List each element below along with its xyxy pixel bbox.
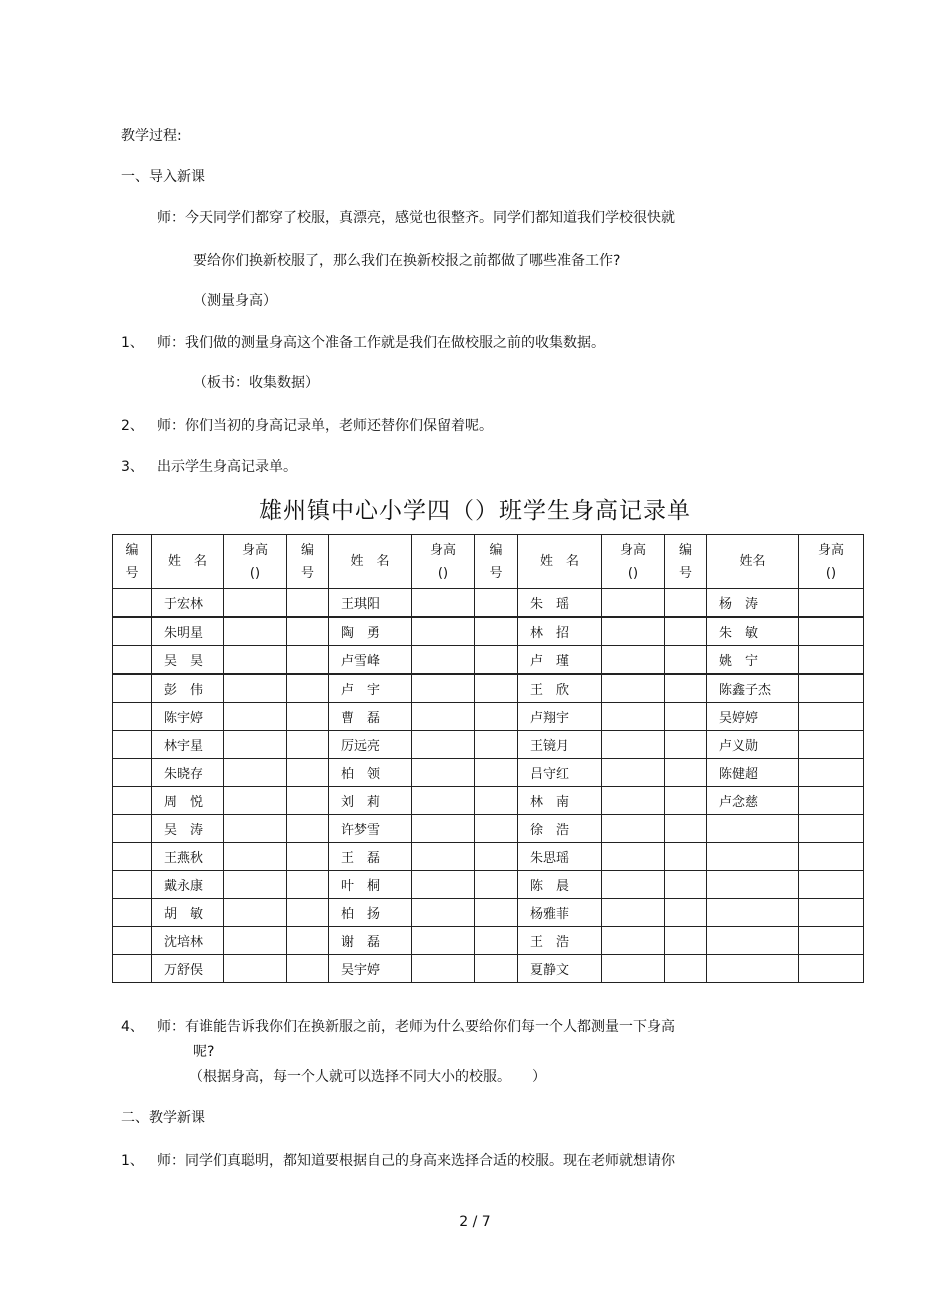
number-cell — [113, 674, 152, 703]
height-cell — [602, 955, 665, 983]
name-cell: 吕守红 — [518, 759, 602, 787]
number-cell — [287, 927, 329, 955]
number-cell — [113, 955, 152, 983]
name-cell: 卢翔宇 — [518, 703, 602, 731]
name-cell: 卢念慈 — [707, 787, 799, 815]
name-cell: 吴 涛 — [152, 815, 224, 843]
name-cell: 陶 勇 — [329, 617, 412, 646]
step-4-text: 师：有谁能告诉我你们在换新服之前，老师为什么要给你们每一个人都测量一下身高 — [157, 1019, 675, 1035]
number-cell — [475, 674, 518, 703]
number-cell — [287, 646, 329, 675]
name-cell: 戴永康 — [152, 871, 224, 899]
height-cell — [602, 843, 665, 871]
height-cell — [602, 617, 665, 646]
step-1-text: 师：我们做的测量身高这个准备工作就是我们在做校服之前的收集数据。 — [157, 335, 605, 351]
name-cell: 杨雅菲 — [518, 899, 602, 927]
height-cell — [602, 703, 665, 731]
number-cell — [287, 759, 329, 787]
number-cell — [113, 871, 152, 899]
step-3-number: 3、 — [121, 459, 144, 475]
name-cell: 杨 涛 — [707, 589, 799, 618]
name-cell: 王 欣 — [518, 674, 602, 703]
table-row — [113, 899, 864, 927]
name-cell: 林 南 — [518, 787, 602, 815]
number-cell — [287, 674, 329, 703]
step-1 — [121, 334, 605, 352]
number-cell — [665, 871, 707, 899]
name-cell: 吴 昊 — [152, 646, 224, 675]
name-cell: 王镜月 — [518, 731, 602, 759]
number-cell — [665, 843, 707, 871]
name-cell — [707, 899, 799, 927]
table-row — [113, 955, 864, 983]
header-number: 编 号 — [475, 535, 518, 589]
name-cell — [707, 927, 799, 955]
header-height: 身高 () — [799, 535, 864, 589]
header-name: 姓名 — [707, 535, 799, 589]
number-cell — [113, 589, 152, 618]
height-cell — [799, 674, 864, 703]
teacher-line-2: 要给你们换新校服了，那么我们在换新校报之前都做了哪些准备工作? — [193, 253, 621, 269]
height-cell — [412, 927, 475, 955]
height-cell — [412, 899, 475, 927]
height-cell — [799, 815, 864, 843]
number-cell — [475, 787, 518, 815]
table-body — [113, 535, 864, 983]
height-cell — [799, 646, 864, 675]
step-4-number: 4、 — [121, 1019, 144, 1035]
height-cell — [224, 927, 287, 955]
number-cell — [475, 617, 518, 646]
new-lesson-step-1 — [121, 1152, 675, 1170]
height-cell — [224, 871, 287, 899]
page-number: 2 / 7 — [459, 1214, 491, 1230]
header-name: 姓 名 — [152, 535, 224, 589]
number-cell — [287, 703, 329, 731]
number-cell — [665, 787, 707, 815]
name-cell: 王 浩 — [518, 927, 602, 955]
number-cell — [287, 589, 329, 618]
number-cell — [113, 927, 152, 955]
height-record-table — [112, 534, 864, 983]
new-lesson-step-1-text: 师：同学们真聪明，都知道要根据自己的身高来选择合适的校服。现在老师就想请你 — [157, 1153, 675, 1169]
table-title: 雄州镇中心小学四（）班学生身高记录单 — [259, 498, 691, 524]
height-cell — [602, 759, 665, 787]
header-number: 编 号 — [665, 535, 707, 589]
number-cell — [665, 899, 707, 927]
table-row — [113, 703, 864, 731]
table-row — [113, 787, 864, 815]
number-cell — [665, 617, 707, 646]
name-cell: 卢 宇 — [329, 674, 412, 703]
number-cell — [475, 815, 518, 843]
board-note: （板书：收集数据） — [193, 375, 319, 391]
header-height: 身高 () — [602, 535, 665, 589]
number-cell — [287, 871, 329, 899]
height-cell — [412, 646, 475, 675]
step-4 — [121, 1018, 675, 1036]
number-cell — [665, 703, 707, 731]
name-cell: 胡 敏 — [152, 899, 224, 927]
number-cell — [113, 787, 152, 815]
name-cell: 柏 领 — [329, 759, 412, 787]
table-row — [113, 731, 864, 759]
name-cell: 陈鑫子杰 — [707, 674, 799, 703]
name-cell: 彭 伟 — [152, 674, 224, 703]
name-cell: 谢 磊 — [329, 927, 412, 955]
name-cell: 卢 瑾 — [518, 646, 602, 675]
step-4-continuation: 呢? — [193, 1044, 215, 1060]
number-cell — [113, 703, 152, 731]
name-cell: 朱明星 — [152, 617, 224, 646]
name-cell: 陈 晨 — [518, 871, 602, 899]
height-cell — [602, 927, 665, 955]
height-cell — [799, 703, 864, 731]
name-cell: 卢义勋 — [707, 731, 799, 759]
height-cell — [224, 899, 287, 927]
height-cell — [799, 843, 864, 871]
height-cell — [799, 927, 864, 955]
height-cell — [412, 759, 475, 787]
name-cell: 陈宇婷 — [152, 703, 224, 731]
height-cell — [412, 871, 475, 899]
number-cell — [287, 955, 329, 983]
number-cell — [665, 674, 707, 703]
height-cell — [224, 787, 287, 815]
height-cell — [799, 617, 864, 646]
height-cell — [224, 843, 287, 871]
number-cell — [665, 646, 707, 675]
height-cell — [799, 787, 864, 815]
height-cell — [224, 731, 287, 759]
height-cell — [799, 955, 864, 983]
number-cell — [475, 589, 518, 618]
height-cell — [224, 674, 287, 703]
number-cell — [665, 927, 707, 955]
height-cell — [412, 843, 475, 871]
header-height: 身高 () — [412, 535, 475, 589]
number-cell — [113, 759, 152, 787]
name-cell: 朱 瑶 — [518, 589, 602, 618]
number-cell — [287, 899, 329, 927]
height-cell — [224, 759, 287, 787]
header-name: 姓 名 — [329, 535, 412, 589]
name-cell — [707, 843, 799, 871]
number-cell — [665, 759, 707, 787]
number-cell — [475, 759, 518, 787]
table-row — [113, 815, 864, 843]
step-3 — [121, 458, 297, 476]
answer-measure-height: （测量身高） — [193, 293, 277, 309]
height-cell — [412, 589, 475, 618]
number-cell — [665, 815, 707, 843]
section-1-title: 一、导入新课 — [121, 169, 205, 185]
name-cell: 林 招 — [518, 617, 602, 646]
name-cell: 林宇星 — [152, 731, 224, 759]
number-cell — [665, 731, 707, 759]
section-2-title: 二、教学新课 — [121, 1110, 205, 1126]
number-cell — [287, 617, 329, 646]
number-cell — [475, 646, 518, 675]
header-name: 姓 名 — [518, 535, 602, 589]
height-cell — [412, 617, 475, 646]
name-cell: 柏 扬 — [329, 899, 412, 927]
height-cell — [602, 589, 665, 618]
table-row — [113, 927, 864, 955]
name-cell: 姚 宁 — [707, 646, 799, 675]
height-cell — [224, 646, 287, 675]
height-cell — [224, 589, 287, 618]
name-cell: 朱晓存 — [152, 759, 224, 787]
name-cell: 朱 敏 — [707, 617, 799, 646]
step-2 — [121, 417, 493, 435]
number-cell — [113, 731, 152, 759]
header-number: 编 号 — [287, 535, 329, 589]
table-row — [113, 674, 864, 703]
height-cell — [799, 731, 864, 759]
table-header-row — [113, 535, 864, 589]
name-cell: 许梦雪 — [329, 815, 412, 843]
number-cell — [287, 787, 329, 815]
step-4-answer: （根据身高，每一个人就可以选择不同大小的校服。 ） — [189, 1069, 546, 1085]
name-cell: 吴婷婷 — [707, 703, 799, 731]
table-row — [113, 617, 864, 646]
number-cell — [665, 955, 707, 983]
height-cell — [799, 899, 864, 927]
name-cell: 沈培林 — [152, 927, 224, 955]
number-cell — [113, 617, 152, 646]
height-cell — [412, 815, 475, 843]
name-cell: 厉远亮 — [329, 731, 412, 759]
height-cell — [602, 871, 665, 899]
number-cell — [475, 843, 518, 871]
number-cell — [475, 899, 518, 927]
height-cell — [412, 787, 475, 815]
table-row — [113, 871, 864, 899]
height-cell — [799, 589, 864, 618]
height-cell — [224, 815, 287, 843]
name-cell: 王琪阳 — [329, 589, 412, 618]
height-cell — [412, 703, 475, 731]
table-row — [113, 589, 864, 618]
name-cell: 叶 桐 — [329, 871, 412, 899]
height-cell — [412, 674, 475, 703]
height-cell — [412, 955, 475, 983]
name-cell: 曹 磊 — [329, 703, 412, 731]
name-cell: 徐 浩 — [518, 815, 602, 843]
header-height: 身高 () — [224, 535, 287, 589]
number-cell — [475, 927, 518, 955]
height-cell — [224, 617, 287, 646]
height-cell — [799, 871, 864, 899]
height-cell — [602, 646, 665, 675]
number-cell — [113, 646, 152, 675]
step-3-text: 出示学生身高记录单。 — [157, 459, 297, 475]
height-cell — [799, 759, 864, 787]
name-cell: 于宏林 — [152, 589, 224, 618]
table-row — [113, 646, 864, 675]
number-cell — [665, 589, 707, 618]
number-cell — [113, 843, 152, 871]
header-number: 编 号 — [113, 535, 152, 589]
height-cell — [602, 899, 665, 927]
name-cell: 陈健超 — [707, 759, 799, 787]
number-cell — [475, 871, 518, 899]
name-cell — [707, 871, 799, 899]
teacher-line-1: 师：今天同学们都穿了校服，真漂亮，感觉也很整齐。同学们都知道我们学校很快就 — [157, 210, 675, 226]
number-cell — [287, 843, 329, 871]
name-cell: 夏静文 — [518, 955, 602, 983]
name-cell: 朱思瑶 — [518, 843, 602, 871]
name-cell: 卢雪峰 — [329, 646, 412, 675]
step-1-number: 1、 — [121, 335, 144, 351]
number-cell — [113, 899, 152, 927]
number-cell — [475, 731, 518, 759]
number-cell — [287, 815, 329, 843]
name-cell: 吴宇婷 — [329, 955, 412, 983]
number-cell — [113, 815, 152, 843]
table-row — [113, 843, 864, 871]
name-cell — [707, 815, 799, 843]
new-lesson-step-1-number: 1、 — [121, 1153, 144, 1169]
table-row — [113, 759, 864, 787]
step-2-text: 师：你们当初的身高记录单，老师还替你们保留着呢。 — [157, 418, 493, 434]
height-cell — [602, 815, 665, 843]
name-cell: 王 磊 — [329, 843, 412, 871]
height-cell — [224, 955, 287, 983]
step-2-number: 2、 — [121, 418, 144, 434]
height-cell — [602, 731, 665, 759]
heading-teaching-process: 教学过程: — [121, 128, 182, 144]
name-cell: 刘 莉 — [329, 787, 412, 815]
number-cell — [287, 731, 329, 759]
number-cell — [475, 955, 518, 983]
height-cell — [224, 703, 287, 731]
name-cell: 周 悦 — [152, 787, 224, 815]
name-cell — [707, 955, 799, 983]
name-cell: 王燕秋 — [152, 843, 224, 871]
height-cell — [602, 787, 665, 815]
name-cell: 万舒俣 — [152, 955, 224, 983]
height-cell — [412, 731, 475, 759]
height-cell — [602, 674, 665, 703]
number-cell — [475, 703, 518, 731]
